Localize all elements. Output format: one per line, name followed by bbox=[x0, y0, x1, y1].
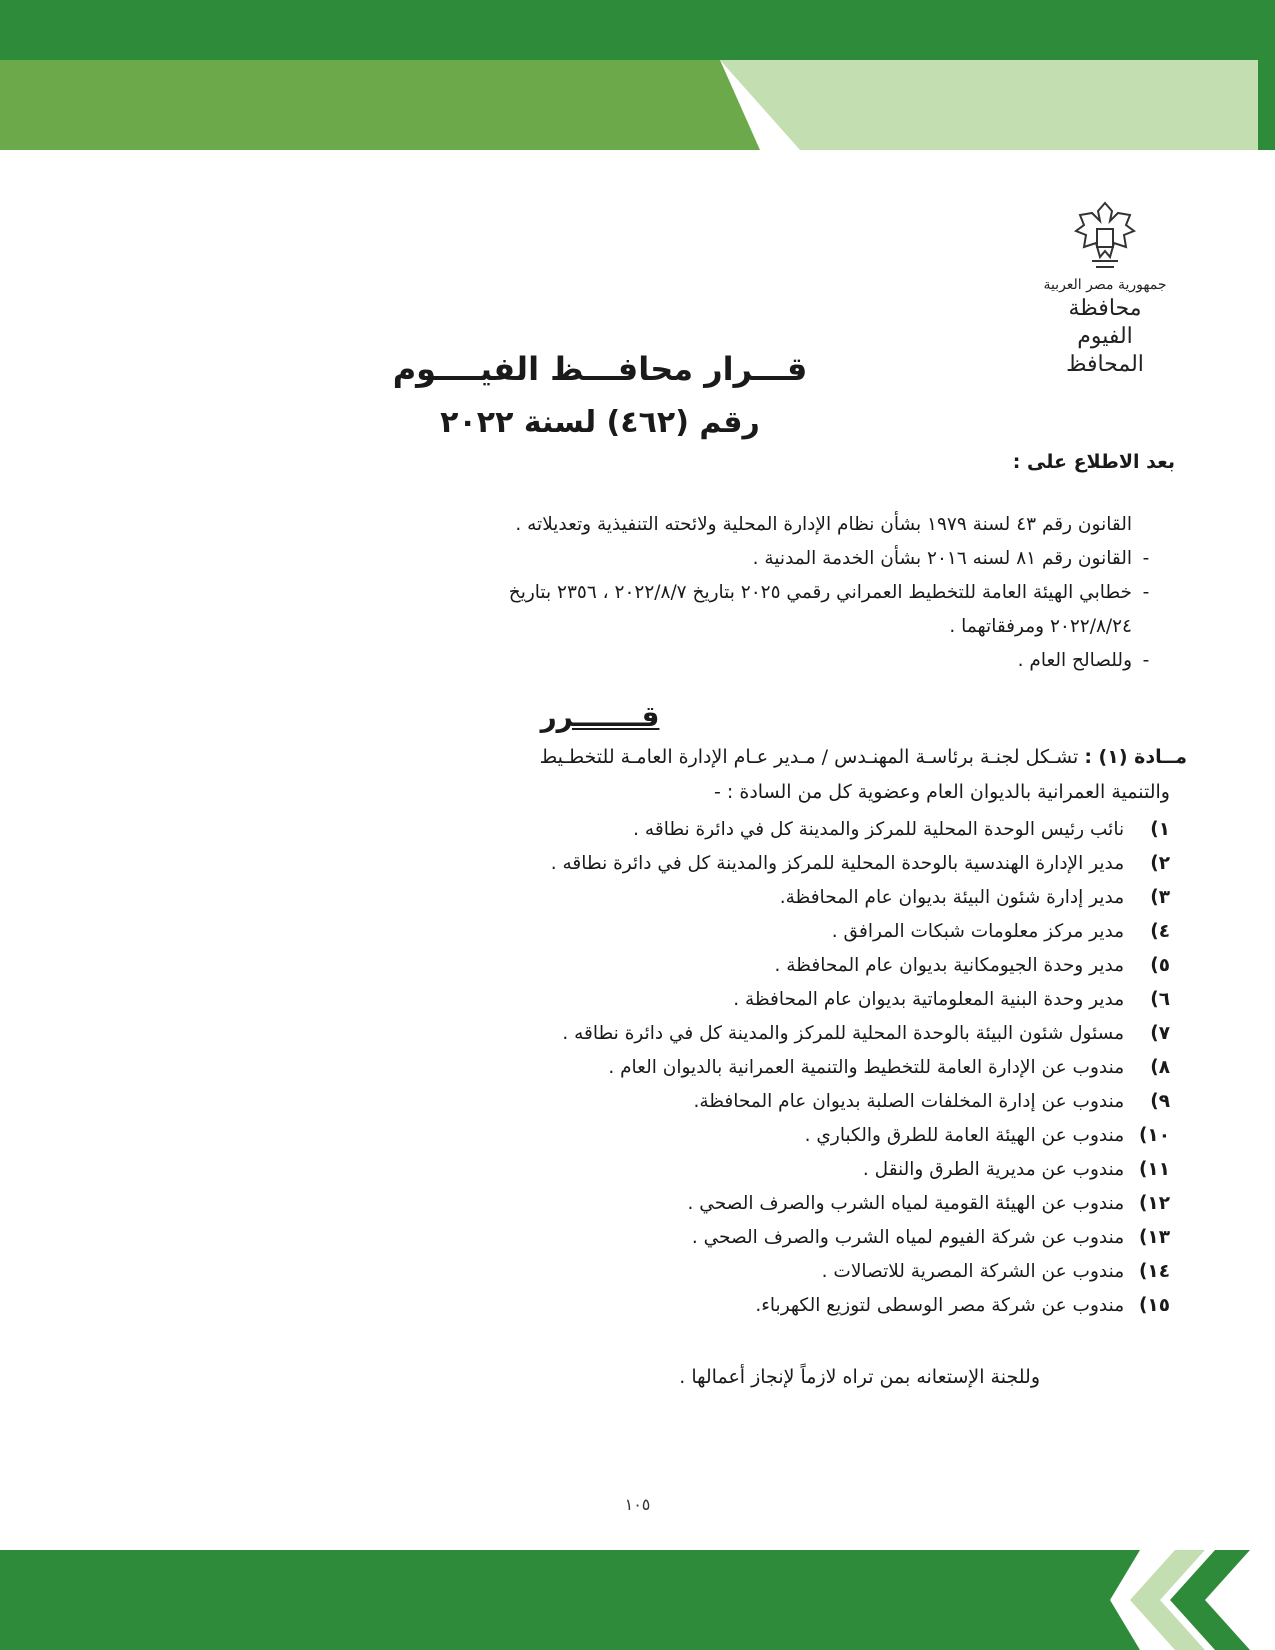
preamble-item bbox=[120, 576, 1160, 610]
bullet-dash bbox=[1132, 610, 1160, 644]
article-1-line-1 bbox=[540, 743, 1187, 771]
letterhead-line-3: المحافظ bbox=[1066, 352, 1144, 377]
top-banner-light-band bbox=[720, 60, 1275, 150]
member-text: مندوب عن الإدارة العامة للتخطيط والتنمية العمرانية بالديوان العام . bbox=[608, 1057, 1125, 1078]
member-text: مندوب عن الهيئة العامة للطرق والكباري . bbox=[804, 1125, 1125, 1146]
member-text: مدير مركز معلومات شبكات المرافق . bbox=[831, 921, 1125, 942]
closing-sentence: وللجنة الإستعانه بمن تراه لازماً لإنجاز أعمالها . bbox=[679, 1366, 1040, 1388]
member-item bbox=[140, 1221, 1170, 1255]
member-number: ٤) bbox=[1150, 921, 1170, 942]
member-item bbox=[140, 1153, 1170, 1187]
member-number: ٥) bbox=[1150, 955, 1170, 976]
article-label: مــادة (١) : bbox=[1084, 746, 1187, 768]
member-text: مندوب عن شركة الفيوم لمياه الشرب والصرف الصحي . bbox=[691, 1227, 1125, 1248]
member-text: مندوب عن إدارة المخلفات الصلبة بديوان عام المحافظة. bbox=[693, 1091, 1125, 1112]
member-number: ٩) bbox=[1150, 1091, 1170, 1112]
member-text: مدير الإدارة الهندسية بالوحدة المحلية للمركز والمدينة كل في دائرة نطاقه . bbox=[550, 853, 1125, 874]
member-item bbox=[140, 881, 1170, 915]
top-banner-dark-band bbox=[0, 0, 1275, 60]
decree-number: رقم (٤٦٢) لسنة ٢٠٢٢ bbox=[440, 405, 760, 440]
member-text: مندوب عن مديرية الطرق والنقل . bbox=[862, 1159, 1125, 1180]
article-text-1: تشـكل لجنـة برئاسـة المهنـدس / مـدير عـام الإدارة العامـة للتخطـيط bbox=[539, 746, 1079, 768]
preamble-item-text: وللصالح العام . bbox=[1017, 650, 1132, 671]
letterhead bbox=[1040, 195, 1170, 377]
member-text: مندوب عن الهيئة القومية لمياه الشرب والصرف الصحي . bbox=[687, 1193, 1125, 1214]
member-number: ٦) bbox=[1150, 989, 1170, 1010]
member-item bbox=[140, 1085, 1170, 1119]
member-number: ١٢) bbox=[1138, 1193, 1170, 1214]
member-number: ١٠) bbox=[1138, 1125, 1170, 1146]
preamble-item-text: القانون رقم ٨١ لسنه ٢٠١٦ بشأن الخدمة المدنية . bbox=[752, 548, 1132, 569]
preamble-item bbox=[120, 610, 1160, 644]
member-item bbox=[140, 1289, 1170, 1323]
bottom-banner bbox=[0, 1550, 1275, 1650]
article-1-line-2: والتنمية العمرانية بالديوان العام وعضوية كل من السادة : - bbox=[714, 781, 1170, 803]
preamble-item bbox=[120, 644, 1160, 678]
member-number: ٢) bbox=[1150, 853, 1170, 874]
member-item bbox=[140, 1119, 1170, 1153]
letterhead-line-1: جمهورية مصر العربية bbox=[1043, 277, 1167, 293]
committee-members-list bbox=[140, 813, 1170, 1323]
member-number: ١٤) bbox=[1138, 1261, 1170, 1282]
preamble-item-text: القانون رقم ٤٣ لسنة ١٩٧٩ بشأن نظام الإدارة المحلية ولائحته التنفيذية وتعديلاته . bbox=[515, 514, 1132, 535]
member-number: ١١) bbox=[1138, 1159, 1170, 1180]
bullet-dash bbox=[1132, 508, 1160, 542]
member-item bbox=[140, 813, 1170, 847]
member-item bbox=[140, 983, 1170, 1017]
bullet-dash: - bbox=[1142, 650, 1150, 671]
bottom-banner-dark-band bbox=[0, 1550, 1275, 1650]
member-text: مسئول شئون البيئة بالوحدة المحلية للمركز والمدينة كل في دائرة نطاقه . bbox=[562, 1023, 1125, 1044]
member-item bbox=[140, 1255, 1170, 1289]
preamble-list bbox=[120, 508, 1160, 678]
member-item bbox=[140, 949, 1170, 983]
preamble-item-text: ٢٠٢٢/٨/٢٤ ومرفقاتهما . bbox=[949, 616, 1132, 637]
document-title: قـــرار محافـــظ الفيــــوم bbox=[392, 350, 808, 388]
page-number: ١٠٥ bbox=[624, 1495, 651, 1514]
member-text: مدير وحدة البنية المعلوماتية بديوان عام المحافظة . bbox=[733, 989, 1125, 1010]
top-banner-mid-band bbox=[0, 60, 760, 150]
preamble-item bbox=[120, 542, 1160, 576]
member-item bbox=[140, 1051, 1170, 1085]
member-number: ١٣) bbox=[1138, 1227, 1170, 1248]
member-item bbox=[140, 847, 1170, 881]
top-banner bbox=[0, 0, 1275, 150]
letterhead-line-2: محافظة الفيوم bbox=[1068, 296, 1142, 349]
member-number: ٧) bbox=[1150, 1023, 1170, 1044]
member-text: مندوب عن الشركة المصرية للاتصالات . bbox=[821, 1261, 1125, 1282]
preamble-item-text: خطابي الهيئة العامة للتخطيط العمراني رقمي ٢٠٢٥ بتاريخ ٢٠٢٢/٨/٧ ، ٢٣٥٦ بتاريخ bbox=[508, 582, 1132, 603]
member-text: مدير إدارة شئون البيئة بديوان عام المحافظة. bbox=[779, 887, 1125, 908]
preamble-item bbox=[120, 508, 1160, 542]
member-number: ١) bbox=[1150, 819, 1170, 840]
member-text: نائب رئيس الوحدة المحلية للمركز والمدينة كل في دائرة نطاقه . bbox=[633, 819, 1125, 840]
member-number: ٨) bbox=[1150, 1057, 1170, 1078]
preamble-intro: بعد الاطلاع على : bbox=[1012, 451, 1175, 473]
member-number: ٣) bbox=[1150, 887, 1170, 908]
eagle-emblem-icon bbox=[1070, 195, 1140, 275]
member-item bbox=[140, 915, 1170, 949]
member-number: ١٥) bbox=[1138, 1295, 1170, 1316]
decision-heading: قـــــــرر bbox=[540, 700, 660, 733]
bullet-dash: - bbox=[1142, 582, 1150, 603]
bullet-dash: - bbox=[1142, 548, 1150, 569]
member-item bbox=[140, 1187, 1170, 1221]
member-text: مدير وحدة الجيومكانية بديوان عام المحافظة . bbox=[774, 955, 1125, 976]
top-banner-edge bbox=[1258, 0, 1275, 150]
member-item bbox=[140, 1017, 1170, 1051]
member-text: مندوب عن شركة مصر الوسطى لتوزيع الكهرباء. bbox=[755, 1295, 1125, 1316]
